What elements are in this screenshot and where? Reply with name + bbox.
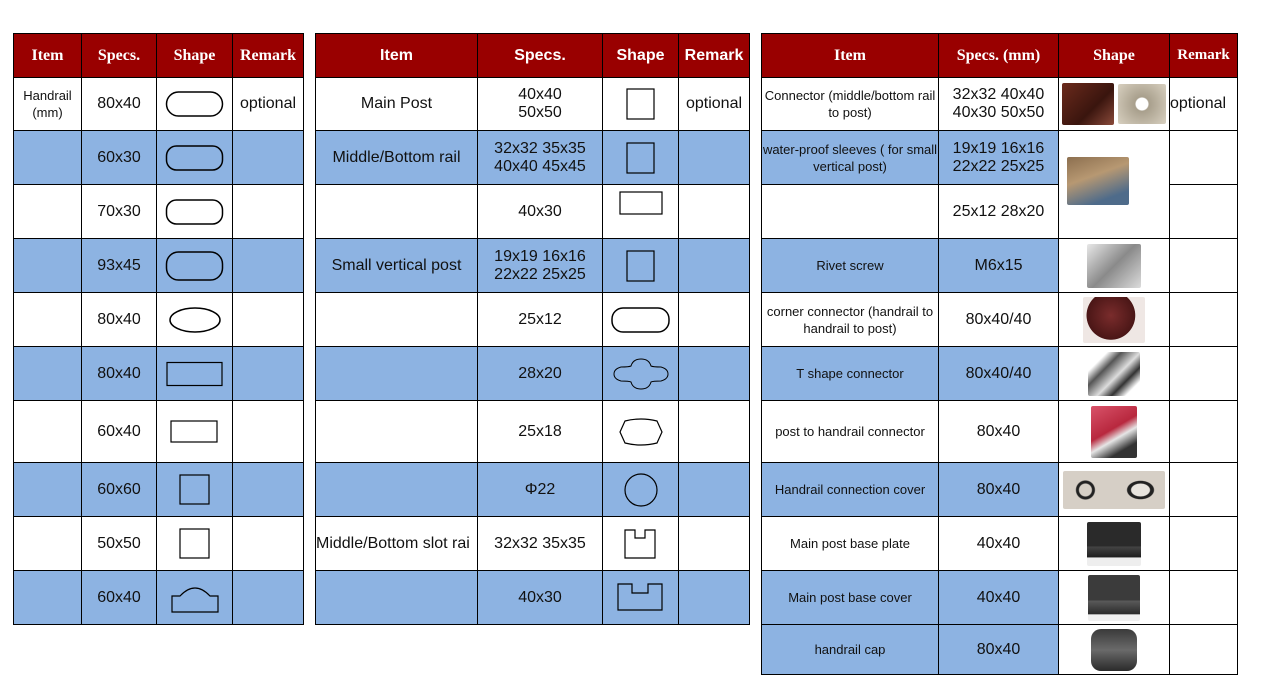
header-specs: Specs. bbox=[82, 34, 157, 78]
square-icon bbox=[625, 141, 657, 175]
item-cell bbox=[316, 293, 478, 347]
header-remark: Remark bbox=[679, 34, 750, 78]
rounded-rect-icon bbox=[165, 89, 225, 119]
shape-cell bbox=[603, 78, 679, 131]
spec-line: 40x30 bbox=[518, 588, 562, 606]
item-cell: Connector (middle/bottom rail to post) bbox=[762, 78, 939, 131]
rounded-rect-icon bbox=[165, 249, 225, 283]
shape-cell bbox=[603, 401, 679, 463]
post-rail-spec-table bbox=[315, 33, 750, 625]
spec-cell: 80x40 bbox=[82, 78, 157, 131]
remark-cell bbox=[233, 185, 304, 239]
remark-cell bbox=[233, 517, 304, 571]
square-icon bbox=[178, 473, 212, 507]
base-plate-photo bbox=[1087, 522, 1141, 566]
table-row bbox=[316, 239, 750, 293]
item-cell bbox=[762, 185, 939, 239]
remark-cell bbox=[1170, 293, 1238, 347]
table-row bbox=[14, 78, 304, 131]
cloud-icon bbox=[611, 357, 671, 391]
remark-cell: optional bbox=[679, 78, 750, 131]
photo-cell bbox=[1059, 517, 1170, 571]
handrail-cap-photo bbox=[1091, 629, 1137, 671]
spec-line: 40x40 bbox=[976, 588, 1021, 606]
slot-rectangle-icon bbox=[616, 582, 666, 614]
spec-cell bbox=[478, 185, 603, 239]
photo-cell bbox=[1059, 131, 1170, 239]
table-row bbox=[316, 131, 750, 185]
rivet-screw-photo bbox=[1087, 244, 1141, 288]
remark-cell bbox=[679, 347, 750, 401]
post-handrail-connector-photo bbox=[1091, 406, 1137, 458]
table-row bbox=[14, 463, 304, 517]
circle-icon bbox=[622, 471, 660, 509]
remark-cell bbox=[233, 131, 304, 185]
item-cell bbox=[14, 239, 82, 293]
item-cell: Handrail (mm) bbox=[14, 78, 82, 131]
spec-line: 80x40 bbox=[976, 480, 1021, 498]
spec-line: 80x40/40 bbox=[965, 310, 1032, 328]
table-row bbox=[316, 401, 750, 463]
spec-line: 19x19 16x16 bbox=[494, 247, 586, 265]
remark-cell bbox=[1170, 131, 1238, 185]
spec-cell: 93x45 bbox=[82, 239, 157, 293]
spec-line: Φ22 bbox=[524, 480, 556, 498]
spec-line: 80x40 bbox=[976, 422, 1021, 440]
photo-cell bbox=[1059, 293, 1170, 347]
remark-cell bbox=[679, 401, 750, 463]
spec-cell bbox=[939, 463, 1059, 517]
spec-cell: 70x30 bbox=[82, 185, 157, 239]
table-row bbox=[14, 517, 304, 571]
table-row bbox=[316, 347, 750, 401]
item-cell: Main post base plate bbox=[762, 517, 939, 571]
corner-connector-photo bbox=[1083, 297, 1145, 343]
remark-cell: optional bbox=[1170, 78, 1238, 131]
table-row bbox=[762, 625, 1238, 675]
shape-cell bbox=[603, 517, 679, 571]
shape-cell bbox=[603, 131, 679, 185]
connector-photo bbox=[1118, 84, 1166, 124]
shape-cell bbox=[157, 293, 233, 347]
remark-cell bbox=[1170, 347, 1238, 401]
item-cell: Middle/Bottom slot rai bbox=[316, 517, 478, 571]
table-row bbox=[14, 185, 304, 239]
remark-cell bbox=[1170, 463, 1238, 517]
remark-cell bbox=[233, 347, 304, 401]
spec-line: 40x40 45x45 bbox=[494, 157, 586, 175]
remark-cell bbox=[1170, 517, 1238, 571]
table-row bbox=[14, 239, 304, 293]
spec-cell bbox=[939, 625, 1059, 675]
spec-cell bbox=[939, 131, 1059, 185]
table-row bbox=[762, 131, 1238, 185]
photo-cell bbox=[1059, 347, 1170, 401]
remark-cell bbox=[1170, 401, 1238, 463]
item-cell bbox=[316, 463, 478, 517]
spec-cell bbox=[939, 239, 1059, 293]
remark-cell bbox=[1170, 185, 1238, 239]
item-cell: Handrail connection cover bbox=[762, 463, 939, 517]
spec-line: 50x50 bbox=[518, 104, 562, 121]
table-row bbox=[316, 293, 750, 347]
spec-cell: 60x40 bbox=[82, 401, 157, 463]
rectangle-icon bbox=[165, 359, 225, 389]
remark-cell bbox=[1170, 625, 1238, 675]
item-cell bbox=[14, 571, 82, 625]
spec-cell: 60x40 bbox=[82, 571, 157, 625]
spec-cell bbox=[939, 347, 1059, 401]
item-cell: corner connector (handrail to handrail to post) bbox=[762, 293, 939, 347]
item-cell bbox=[14, 517, 82, 571]
header-shape: Shape bbox=[1059, 34, 1170, 78]
remark-cell bbox=[679, 517, 750, 571]
header-item: Item bbox=[316, 34, 478, 78]
spec-cell: 80x40 bbox=[82, 293, 157, 347]
spec-cell: 80x40 bbox=[82, 347, 157, 401]
item-cell: handrail cap bbox=[762, 625, 939, 675]
remark-cell bbox=[679, 239, 750, 293]
rounded-rect-icon bbox=[165, 143, 225, 173]
slot-square-icon bbox=[623, 528, 659, 560]
item-cell bbox=[316, 401, 478, 463]
table-row bbox=[316, 78, 750, 131]
shape-cell bbox=[603, 347, 679, 401]
item-cell: Main Post bbox=[316, 78, 478, 131]
item-cell: water-proof sleeves ( for small vertical post) bbox=[762, 131, 939, 185]
shape-cell bbox=[157, 517, 233, 571]
table-row bbox=[14, 347, 304, 401]
spec-line: 32x32 35x35 bbox=[494, 139, 586, 157]
spec-line: 22x22 25x25 bbox=[494, 265, 586, 283]
spec-cell bbox=[478, 571, 603, 625]
spec-line: 80x40/40 bbox=[965, 364, 1032, 382]
remark-cell bbox=[233, 401, 304, 463]
shape-cell bbox=[157, 347, 233, 401]
spec-line: 40x40 bbox=[518, 86, 562, 103]
connector-photo bbox=[1062, 83, 1114, 125]
photo-cell bbox=[1059, 239, 1170, 293]
remark-cell bbox=[679, 131, 750, 185]
shape-cell bbox=[157, 239, 233, 293]
spec-cell bbox=[939, 293, 1059, 347]
table-row bbox=[762, 347, 1238, 401]
remark-cell bbox=[679, 463, 750, 517]
header-shape: Shape bbox=[157, 34, 233, 78]
remark-cell bbox=[233, 293, 304, 347]
spec-line: 25x12 bbox=[518, 310, 562, 328]
header-specs: Specs. (mm) bbox=[939, 34, 1059, 78]
remark-cell bbox=[679, 185, 750, 239]
t-connector-photo bbox=[1088, 352, 1140, 396]
table-row bbox=[762, 517, 1238, 571]
item-cell bbox=[14, 463, 82, 517]
item-cell: Rivet screw bbox=[762, 239, 939, 293]
remark-cell bbox=[1170, 571, 1238, 625]
table-header-row bbox=[762, 34, 1238, 78]
shape-cell bbox=[157, 185, 233, 239]
sleeve-photo bbox=[1067, 157, 1129, 205]
hexagon-icon bbox=[617, 416, 665, 448]
item-cell bbox=[14, 347, 82, 401]
shape-cell bbox=[603, 571, 679, 625]
photo-cell bbox=[1059, 401, 1170, 463]
ellipse-icon bbox=[167, 305, 223, 335]
table-header-row bbox=[14, 34, 304, 78]
shape-cell bbox=[603, 463, 679, 517]
shape-cell bbox=[603, 239, 679, 293]
item-cell bbox=[14, 185, 82, 239]
table-row bbox=[316, 571, 750, 625]
square-icon bbox=[178, 527, 212, 561]
handrail-spec-table bbox=[13, 33, 304, 625]
header-specs: Specs. bbox=[478, 34, 603, 78]
shape-cell bbox=[157, 401, 233, 463]
remark-cell bbox=[233, 239, 304, 293]
spec-cell bbox=[939, 185, 1059, 239]
remark-cell: optional bbox=[233, 78, 304, 131]
shape-cell bbox=[603, 293, 679, 347]
spec-cell bbox=[478, 463, 603, 517]
spec-line: 25x18 bbox=[518, 422, 562, 440]
header-item: Item bbox=[762, 34, 939, 78]
header-item: Item bbox=[14, 34, 82, 78]
photo-cell bbox=[1059, 625, 1170, 675]
remark-cell bbox=[1170, 239, 1238, 293]
item-cell: post to handrail connector bbox=[762, 401, 939, 463]
item-cell bbox=[316, 185, 478, 239]
spec-cell bbox=[478, 131, 603, 185]
spec-line: M6x15 bbox=[974, 256, 1023, 274]
table-row bbox=[14, 571, 304, 625]
header-remark: Remark bbox=[1170, 34, 1238, 78]
base-cover-photo bbox=[1088, 575, 1140, 621]
remark-cell bbox=[233, 463, 304, 517]
spec-cell bbox=[939, 401, 1059, 463]
photo-cell bbox=[1059, 463, 1170, 517]
spec-line: 32x32 40x40 bbox=[952, 86, 1045, 103]
table-row bbox=[14, 131, 304, 185]
spec-cell: 50x50 bbox=[82, 517, 157, 571]
rectangle-icon bbox=[169, 418, 221, 446]
item-cell: Main post base cover bbox=[762, 571, 939, 625]
item-cell bbox=[14, 401, 82, 463]
item-cell bbox=[316, 347, 478, 401]
photo-cell bbox=[1059, 571, 1170, 625]
table-row bbox=[762, 571, 1238, 625]
table-row bbox=[316, 463, 750, 517]
table-row bbox=[762, 401, 1238, 463]
table-row bbox=[762, 239, 1238, 293]
photo-cell bbox=[1059, 78, 1170, 131]
item-cell: Small vertical post bbox=[316, 239, 478, 293]
spec-cell bbox=[478, 239, 603, 293]
spec-line: 19x19 16x16 bbox=[952, 139, 1045, 157]
spec-cell bbox=[939, 78, 1059, 131]
shape-cell bbox=[603, 185, 679, 239]
table-row bbox=[14, 293, 304, 347]
spec-cell bbox=[478, 347, 603, 401]
remark-cell bbox=[679, 571, 750, 625]
shape-cell bbox=[157, 463, 233, 517]
rounded-rect-icon bbox=[610, 305, 672, 335]
table-row bbox=[14, 401, 304, 463]
header-shape: Shape bbox=[603, 34, 679, 78]
spec-line: 32x32 35x35 bbox=[494, 534, 586, 552]
table-row bbox=[762, 78, 1238, 131]
shape-cell bbox=[157, 571, 233, 625]
table-row bbox=[762, 293, 1238, 347]
item-cell: T shape connector bbox=[762, 347, 939, 401]
item-cell bbox=[14, 293, 82, 347]
item-cell bbox=[316, 571, 478, 625]
spec-line: 80x40 bbox=[976, 640, 1021, 658]
table-row bbox=[762, 463, 1238, 517]
table-row bbox=[316, 517, 750, 571]
item-cell bbox=[14, 131, 82, 185]
spec-cell bbox=[478, 78, 603, 131]
spec-cell bbox=[939, 571, 1059, 625]
shape-cell bbox=[157, 131, 233, 185]
accessories-spec-table bbox=[761, 33, 1238, 675]
header-remark: Remark bbox=[233, 34, 304, 78]
spec-cell bbox=[478, 401, 603, 463]
spec-line: 40x30 50x50 bbox=[952, 104, 1045, 121]
table-header-row bbox=[316, 34, 750, 78]
rounded-rect-icon bbox=[165, 197, 225, 227]
spec-line: 40x30 bbox=[518, 202, 562, 220]
spec-cell bbox=[478, 293, 603, 347]
remark-cell bbox=[679, 293, 750, 347]
spec-cell bbox=[939, 517, 1059, 571]
spec-line: 22x22 25x25 bbox=[952, 157, 1045, 175]
spec-line: 40x40 bbox=[976, 534, 1021, 552]
spec-cell bbox=[478, 517, 603, 571]
spec-line: 25x12 28x20 bbox=[952, 202, 1045, 220]
spec-line: 28x20 bbox=[518, 364, 562, 382]
spec-cell: 60x30 bbox=[82, 131, 157, 185]
shape-cell bbox=[157, 78, 233, 131]
rectangle-icon bbox=[617, 187, 665, 217]
item-cell: Middle/Bottom rail bbox=[316, 131, 478, 185]
connection-cover-photo bbox=[1063, 471, 1165, 509]
remark-cell bbox=[233, 571, 304, 625]
arched-top-icon bbox=[169, 582, 221, 614]
table-row bbox=[316, 185, 750, 239]
square-icon bbox=[625, 87, 657, 121]
spec-cell: 60x60 bbox=[82, 463, 157, 517]
square-icon bbox=[625, 249, 657, 283]
